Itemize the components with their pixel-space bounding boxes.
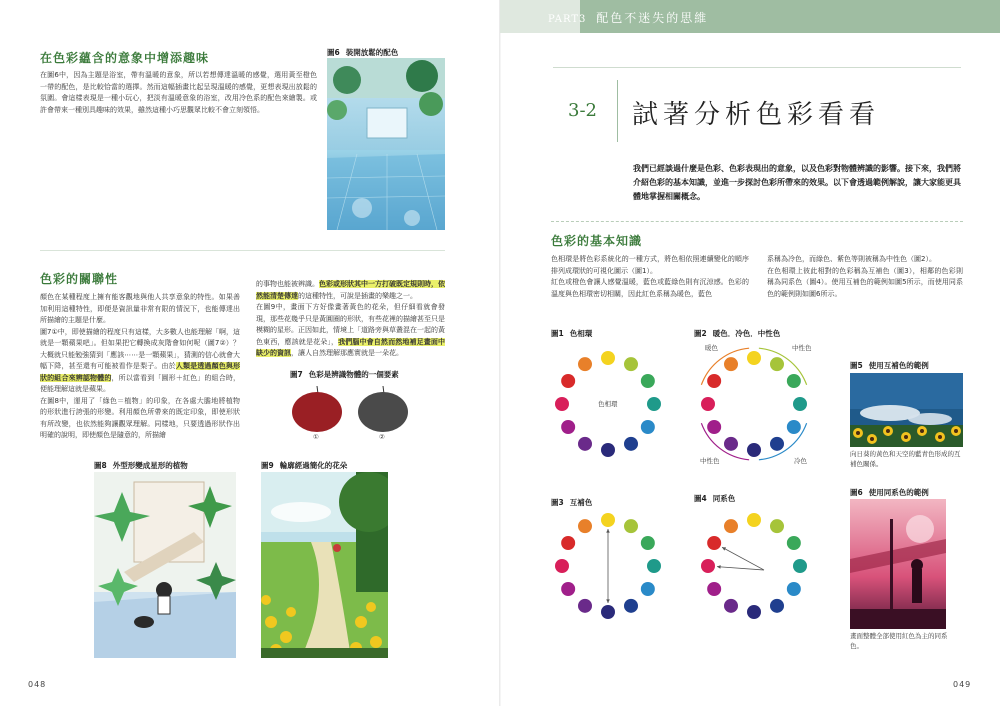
fig7-marker-2: ② [379,433,385,441]
wheel-dot [624,357,638,371]
wheel-dot [707,374,721,388]
wheel-dot [601,351,615,365]
wheel-dot [601,443,615,457]
fig6-label: 圖6 裝開放鬆的配色 [327,48,399,57]
book-gutter [499,0,501,706]
analogous-line-a [717,567,764,570]
right-top-line [553,67,961,68]
section-title: 試著分析色彩看看 [632,100,881,130]
wheel-dot [641,420,655,434]
fig1-label: 圖1 色相環 [551,329,593,338]
wheel-dot [707,536,721,550]
wheel-dot [707,582,721,596]
fig6-bathroom-illustration [327,58,445,230]
wheel-dot [561,420,575,434]
fig2-neutral-label-a: 中性色 [792,344,812,352]
wheel-dot [601,605,615,619]
wheel-dot [561,536,575,550]
wheel-dot [747,443,761,457]
fig4-label: 圖4 同系色 [694,494,736,503]
wheel-dot [624,437,638,451]
wheel-dot [701,397,715,411]
wheel-dot [561,582,575,596]
fig2-neutral-label-b: 中性色 [700,457,720,465]
fig2-warm-label: 暖色 [705,344,718,352]
wheel-dot [770,519,784,533]
fig6r-caption: 畫面整體全部使用紅色為主的同系色。 [850,632,948,650]
wheel-dot [578,437,592,451]
wheel-dot [561,374,575,388]
wheel-dot [701,559,715,573]
wheel-dot [747,351,761,365]
wheel-dot [578,357,592,371]
right-page-number: 049 [953,680,972,689]
wheel-dot [747,605,761,619]
wheel-dot [793,559,807,573]
running-header [548,9,708,26]
apple-red [292,392,342,432]
basic-knowledge-body-right: 系稱為冷色，而綠色、紫色等則被稱為中性色（圖2）。 在色相環上彼此相對的色彩稱為互補色（圖3），相鄰的色彩則稱為同系色（圖4）。使用互補色的範例如圖5所示，而使用同系色的範例則如圖6所示。 [767,255,963,298]
fig2-cool-label: 冷色 [794,457,807,465]
wheel-dot [793,397,807,411]
section-divider [617,80,618,142]
wheel-dot [578,599,592,613]
fig5-label: 圖5 使用互補色的範例 [850,361,929,370]
fig3-color-wheel [552,507,664,625]
analogous-line-a-head [717,565,721,569]
wheel-dot [555,397,569,411]
wheel-dot [724,519,738,533]
apple-gray [358,392,408,432]
fig7-apples [285,382,415,442]
wheel-dot [578,519,592,533]
wheel-dot [641,582,655,596]
fig7-label: 圖7 色彩是辨識物體的一個要素 [290,370,399,379]
fig8-label: 圖8 外型形變成星形的植物 [94,461,188,470]
wheel-dot [787,374,801,388]
fig2-color-wheel [698,345,810,463]
wheel-dot [707,420,721,434]
section-number: 3-2 [568,100,597,121]
right-dashed-divider [551,221,963,222]
header-part: PART3 [548,14,587,25]
wheel-dot [724,437,738,451]
section-intro: 我們已經談過什麼是色彩、色彩表現出的意象，以及色彩對物體辨識的影響。接下來，我們將介紹色彩的基本知識，並進一步探討色彩所帶來的效果。以下會透過範例解說，讓大家能更具體地掌握相關概念。 [633,164,961,201]
wheel-dot [787,536,801,550]
left-section2-title: 色彩的關聯性 [40,272,119,286]
left-section1-body: 在圖6中，因為主題是浴室，帶有溫暖的意象，所以若想傳達溫暖的感覺，選用黃至橙色一帶的配色，是比較恰當的選擇。然而這幅插畫比起呈現溫暖的感覺，更想表現出放鬆的氛圍。會這樣表現是一種小玩心，把淡有溫暖意象的浴室，改用冷色系的配色來繪製。或許會帶來一種別具趣味的效果，雖然這種小巧思觀眾比較不會立刻領悟。 [40,71,317,114]
header-title: 配色不迷失的思維 [596,11,709,25]
fig6r-red-illustration [850,499,946,629]
left-divider [40,250,445,251]
wheel-dot [724,357,738,371]
fig9-label: 圖9 輪廓經過簡化的花朵 [261,461,348,470]
fig5-sunflower-illustration [850,373,963,447]
wheel-dot [641,536,655,550]
wheel-dot [787,582,801,596]
left-page-number: 048 [28,680,47,689]
wheel-dot [624,599,638,613]
wheel-dot [770,437,784,451]
fig8-plants-illustration [94,472,236,658]
fig2-label: 圖2 暖色．冷色．中性色 [694,329,781,338]
wheel-dot [624,519,638,533]
left-mid-column-body: 的事物也能被辨識。色彩或形狀其中一方打破既定規則時，依然能清楚傳達的這種特性，可說是插畫的樂趣之一。 在圖9中，畫面下方好像畫著黃色的花朵，但仔細看就會發現，那些花幾乎只是黃圓圈的形狀，有些花裡的描繪甚至只是模糊的星形。正因如此，情境上「道路旁與草叢混在一起的黃色東西，應該就是花朵」，我們腦中會自然而然地補足畫面中缺少的資訊，讓人自然理解那應實就是一朵花。 [256,280,446,357]
wheel-dot [770,599,784,613]
wheel-dot [647,397,661,411]
basic-knowledge-title: 色彩的基本知識 [551,234,643,248]
fig4-color-wheel [698,507,810,625]
analogous-line-b [722,547,764,570]
fig6r-label: 圖6 使用同系色的範例 [850,488,929,497]
wheel-dot [787,420,801,434]
basic-knowledge-body-left: 色相環是將色彩系統化的一種方式，將色相依照連續變化的順序排列成環狀的可視化圖示（圖1）。 紅色或橙色會讓人感覺溫暖，藍色或藍綠色則有沉涼感。色彩的溫度與色相環密切相關，因此紅色系稱為暖色，藍色 [551,255,749,298]
complementary-arrow-top [606,529,610,533]
complementary-arrow-bottom [606,599,610,603]
wheel-dot [555,559,569,573]
fig3-label: 圖3 互補色 [551,498,593,507]
wheel-dot [747,513,761,527]
wheel-dot [770,357,784,371]
wheel-dot [724,599,738,613]
left-section2-body: 顏色在某種程度上擁有能客觀地與他人共享意象的特性。如果善加利用這種特性，即便是資訊量非常有限的情況下，也能傳達出所描繪的主題是什麼。 圖7①中，即使描繪的程度只有這樣，大多數人也能理解「啊，這就是一顆蘋果吧」。但如果把它轉換成灰階會如何呢（圖7②）？大概就只能勉強猜到「應該⋯⋯是一顆蘋果」，猜測的信心就會大幅下降，甚至還有可能被看作是梨子。由於人類是透過顏色與形狀的組合來辨認物體的，所以當看到「圓形＋紅色」的組合時，便能理解這就是蘋果。 在圖8中，運用了「綠色＝植物」的印象，在各處大膽地將植物的形狀進行誇張的形變。利用顏色所帶來的既定印象，即使形狀有所改變，也依然能夠讓觀眾理解。同樣地，只要透過形狀作出明確的說明，即使顏色是隨意的，所描繪 [40,293,241,439]
fig7-marker-1: ① [313,433,319,441]
left-section1-title: 在色彩蘊含的意象中增添趣味 [40,51,210,65]
wheel-dot [601,513,615,527]
fig5-caption: 向日葵的黃色和天空的藍青色形成的互補色關係。 [850,450,961,468]
wheel-dot [647,559,661,573]
fig9-flowers-illustration [261,472,388,658]
fig1-center-label: 色相環 [598,400,618,408]
wheel-dot [641,374,655,388]
